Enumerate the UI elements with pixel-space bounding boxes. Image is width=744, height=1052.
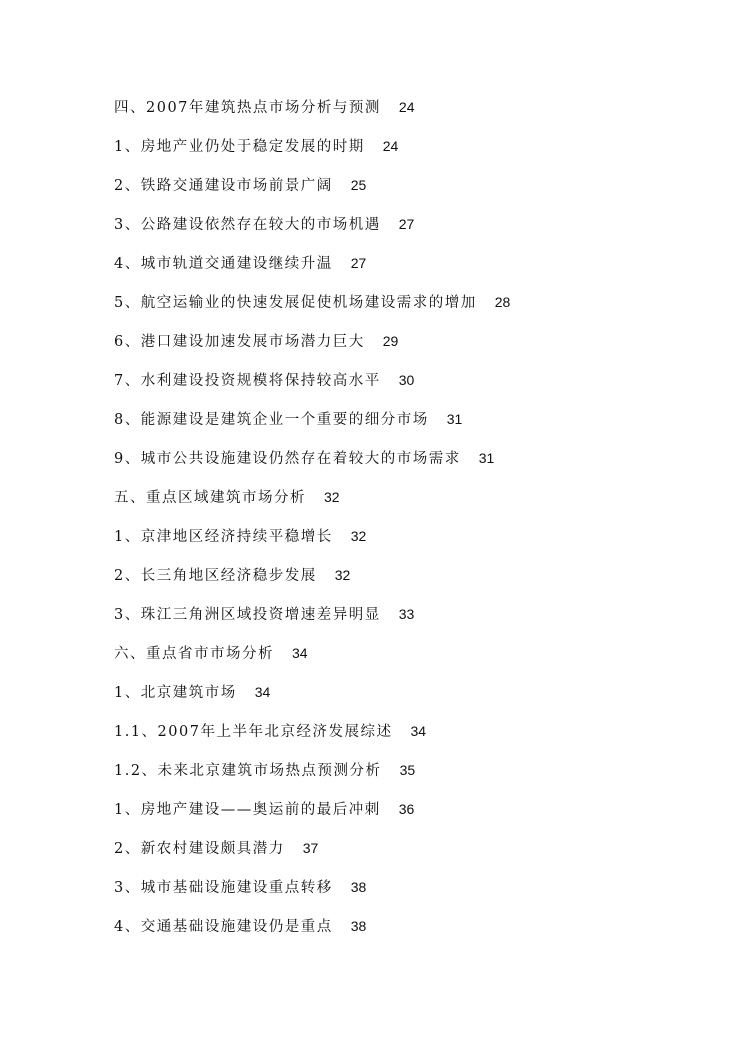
toc-entry-title: 1.2、未来北京建筑市场热点预测分析 [114, 763, 382, 779]
toc-entry-page: 32 [334, 567, 351, 583]
toc-entry-title: 2、新农村建设颇具潜力 [114, 841, 285, 857]
toc-entry-page: 25 [350, 177, 367, 193]
toc-entry[interactable] [114, 915, 510, 954]
toc-entry-title: 1.1、2007年上半年北京经济发展综述 [114, 724, 393, 740]
toc-entry-page: 35 [399, 762, 416, 778]
toc-entry-page: 28 [494, 294, 511, 310]
toc-entry-title: 1、北京建筑市场 [114, 685, 237, 701]
toc-entry-title: 六、重点省市市场分析 [114, 646, 274, 662]
toc-entry[interactable] [114, 798, 510, 837]
toc-entry-title: 8、能源建设是建筑企业一个重要的细分市场 [114, 412, 429, 428]
toc-entry[interactable] [114, 642, 510, 681]
toc-entry[interactable] [114, 486, 510, 525]
toc-entry-page: 32 [350, 528, 367, 544]
toc-entry-page: 30 [398, 372, 415, 388]
toc-entry[interactable] [114, 213, 510, 252]
table-of-contents [114, 96, 510, 954]
toc-entry[interactable] [114, 252, 510, 291]
toc-entry[interactable] [114, 447, 510, 486]
toc-entry-title: 6、港口建设加速发展市场潜力巨大 [114, 334, 365, 350]
toc-entry-title: 4、城市轨道交通建设继续升温 [114, 256, 333, 272]
toc-entry-title: 5、航空运输业的快速发展促使机场建设需求的增加 [114, 295, 477, 311]
toc-entry-title: 1、房地产业仍处于稳定发展的时期 [114, 139, 365, 155]
toc-entry-title: 1、房地产建设——奥运前的最后冲刺 [114, 802, 381, 818]
toc-entry-title: 1、京津地区经济持续平稳增长 [114, 529, 333, 545]
toc-entry[interactable] [114, 174, 510, 213]
toc-entry[interactable] [114, 564, 510, 603]
toc-entry-page: 24 [398, 99, 415, 115]
toc-entry-page: 34 [410, 723, 427, 739]
toc-entry[interactable] [114, 876, 510, 915]
toc-entry[interactable] [114, 720, 510, 759]
toc-entry[interactable] [114, 96, 510, 135]
toc-entry-page: 36 [398, 801, 415, 817]
toc-entry-title: 3、公路建设依然存在较大的市场机遇 [114, 217, 381, 233]
toc-entry-page: 32 [324, 489, 340, 505]
toc-entry[interactable] [114, 408, 510, 447]
toc-entry[interactable] [114, 330, 510, 369]
toc-entry-title: 2、长三角地区经济稳步发展 [114, 568, 317, 584]
toc-entry-page: 31 [478, 450, 495, 466]
toc-entry-page: 24 [382, 138, 399, 154]
toc-entry[interactable] [114, 759, 510, 798]
toc-entry[interactable] [114, 135, 510, 174]
toc-entry-page: 27 [350, 255, 367, 271]
toc-entry-page: 34 [254, 684, 271, 700]
toc-entry-page: 33 [398, 606, 415, 622]
toc-entry-page: 34 [292, 645, 308, 661]
toc-entry[interactable] [114, 369, 510, 408]
toc-entry-page: 31 [446, 411, 463, 427]
toc-entry-page: 38 [350, 918, 367, 934]
toc-entry-page: 38 [350, 879, 367, 895]
toc-entry[interactable] [114, 681, 510, 720]
toc-entry-title: 四、2007年建筑热点市场分析与预测 [114, 100, 381, 116]
toc-entry[interactable] [114, 837, 510, 876]
toc-entry[interactable] [114, 291, 510, 330]
toc-entry-title: 3、珠江三角洲区域投资增速差异明显 [114, 607, 381, 623]
toc-entry-title: 3、城市基础设施建设重点转移 [114, 880, 333, 896]
toc-entry-title: 2、铁路交通建设市场前景广阔 [114, 178, 333, 194]
toc-entry-title: 7、水利建设投资规模将保持较高水平 [114, 373, 381, 389]
toc-entry-title: 4、交通基础设施建设仍是重点 [114, 919, 333, 935]
toc-entry-page: 27 [398, 216, 415, 232]
toc-entry[interactable] [114, 603, 510, 642]
toc-entry[interactable] [114, 525, 510, 564]
toc-entry-title: 9、城市公共设施建设仍然存在着较大的市场需求 [114, 451, 461, 467]
toc-entry-page: 37 [302, 840, 319, 856]
toc-entry-page: 29 [382, 333, 399, 349]
toc-entry-title: 五、重点区域建筑市场分析 [114, 490, 306, 506]
